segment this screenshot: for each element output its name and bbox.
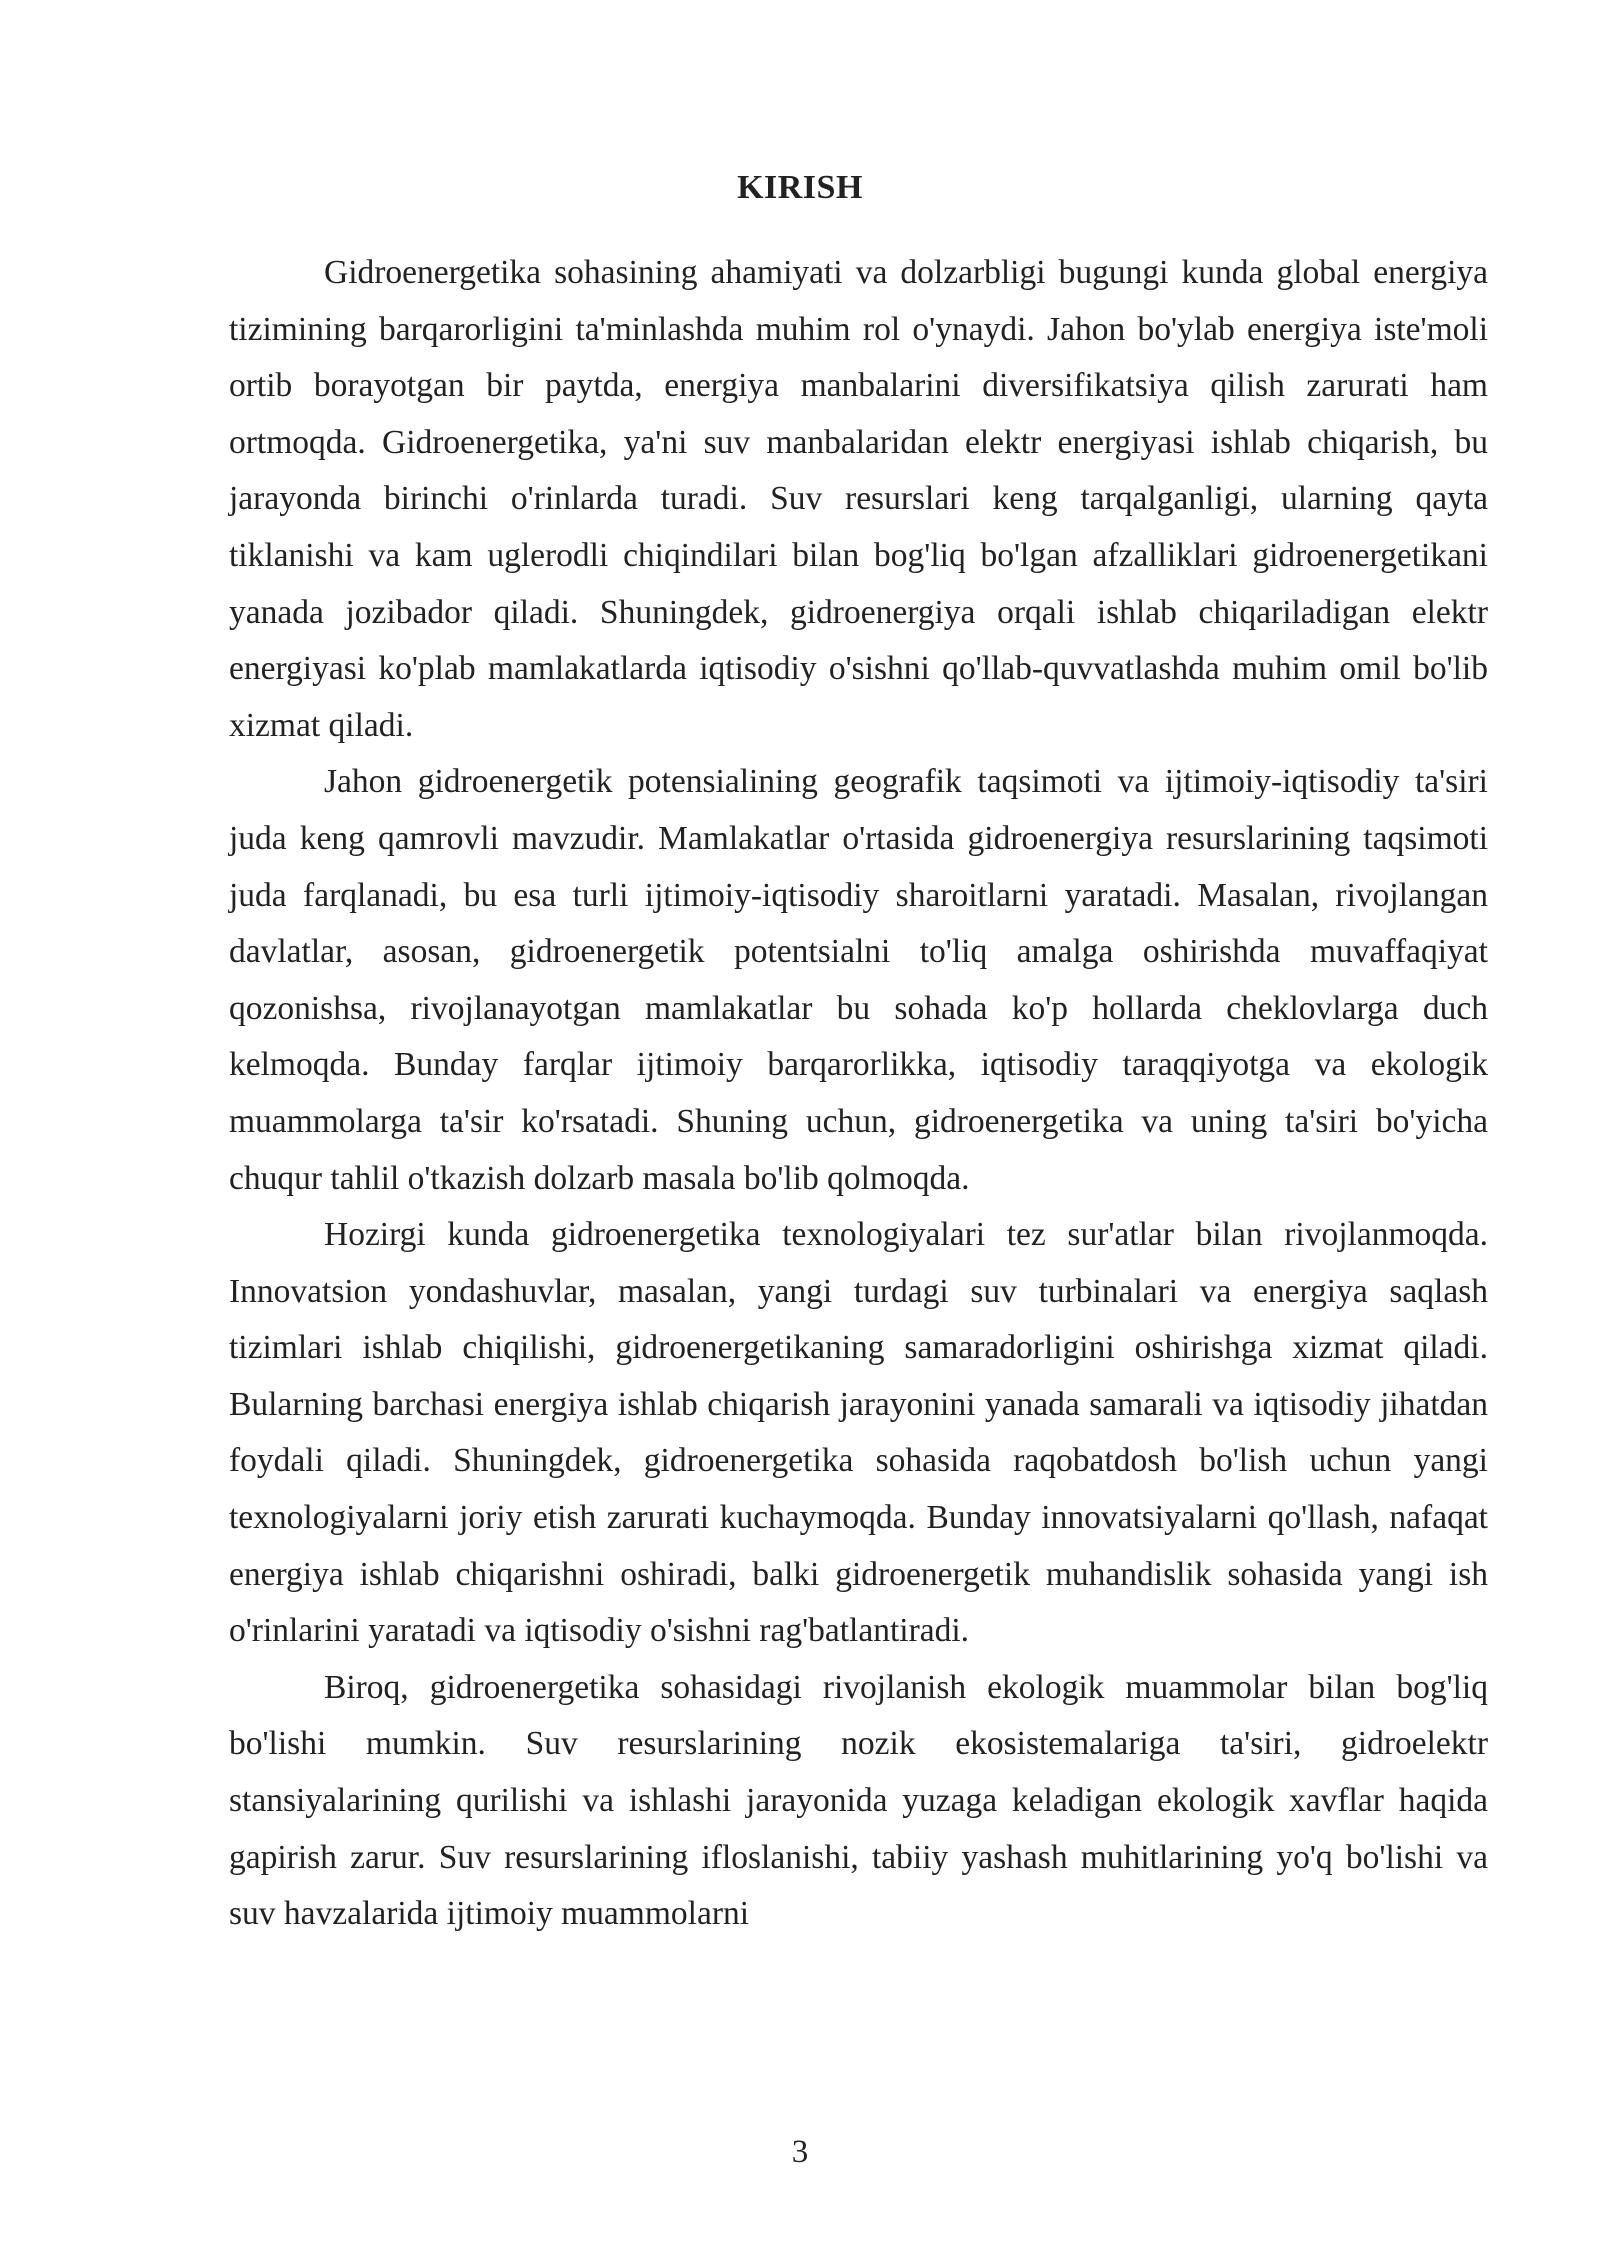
- paragraph: Jahon gidroenergetik potensialining geografik taqsimoti va ijtimoiy-iqtisodiy ta'siri juda keng qamrovli mavzudir. Mamlakatlar o'rtasida gidroenergiya resurslarining taqsimoti juda farqlanadi, bu esa turli ijtimoiy-iqtisodiy sharoitlarni yaratadi. Masalan, rivojlangan davlatlar, asosan, gidroenergetik potentsialni to'liq amalga oshirishda muvaffaqiyat qozonishsa, rivojlanayotgan mamlakatlar bu sohada ko'p hollarda cheklovlarga duch kelmoqda. Bunday farqlar ijtimoiy barqarorlikka, iqtisodiy taraqqiyotga va ekologik muammolarga ta'sir ko'rsatadi. Shuning uchun, gidroenergetika va uning ta'siri bo'yicha chuqur tahlil o'tkazish dolzarb masala bo'lib qolmoqda.: [229, 763, 1488, 1197]
- paragraph: Hozirgi kunda gidroenergetika texnologiyalari tez sur'atlar bilan rivojlanmoqda. Innovatsion yondashuvlar, masalan, yangi turdagi suv turbinalari va energiya saqlash tizimlari ishlab chiqilishi, gidroenergetikaning samaradorligini oshirishga xizmat qiladi. Bularning barchasi energiya ishlab chiqarish jarayonini yanada samarali va iqtisodiy jihatdan foydali qiladi. Shuningdek, gidroenergetika sohasida raqobatdosh bo'lish uchun yangi texnologiyalarni joriy etish zarurati kuchaymoqda. Bunday innovatsiyalarni qo'llash, nafaqat energiya ishlab chiqarishni oshiradi, balki gidroenergetik muhandislik sohasida yangi ish o'rinlarini yaratadi va iqtisodiy o'sishni rag'batlantiradi.: [229, 1216, 1488, 1650]
- section-heading: KIRISH: [737, 169, 863, 206]
- page-number: 3: [791, 2134, 809, 2170]
- body-text: [229, 245, 1488, 1943]
- paragraph: Biroq, gidroenergetika sohasidagi rivojlanish ekologik muammolar bilan bog'liq bo'lishi mumkin. Suv resurslarining nozik ekosistemalariga ta'siri, gidroelektr stansiyalarining qurilishi va ishlashi jarayonida yuzaga keladigan ekologik xavflar haqida gapirish zarur. Suv resurslarining ifloslanishi, tabiiy yashash muhitlarining yo'q bo'lishi va suv havzalarida ijtimoiy muammolarni: [229, 1668, 1488, 1933]
- paragraph: Gidroenergetika sohasining ahamiyati va dolzarbligi bugungi kunda global energiya tizimining barqarorligini ta'minlashda muhim rol o'ynaydi. Jahon bo'ylab energiya iste'moli ortib borayotgan bir paytda, energiya manbalarini diversifikatsiya qilish zarurati ham ortmoqda. Gidroenergetika, ya'ni suv manbalaridan elektr energiyasi ishlab chiqarish, bu jarayonda birinchi o'rinlarda turadi. Suv resurslari keng tarqalganligi, ularning qayta tiklanishi va kam uglerodli chiqindilari bilan bog'liq bo'lgan afzalliklari gidroenergetikani yanada jozibador qiladi. Shuningdek, gidroenergiya orqali ishlab chiqariladigan elektr energiyasi ko'plab mamlakatlarda iqtisodiy o'sishni qo'llab-quvvatlashda muhim omil bo'lib xizmat qiladi.: [229, 254, 1488, 744]
